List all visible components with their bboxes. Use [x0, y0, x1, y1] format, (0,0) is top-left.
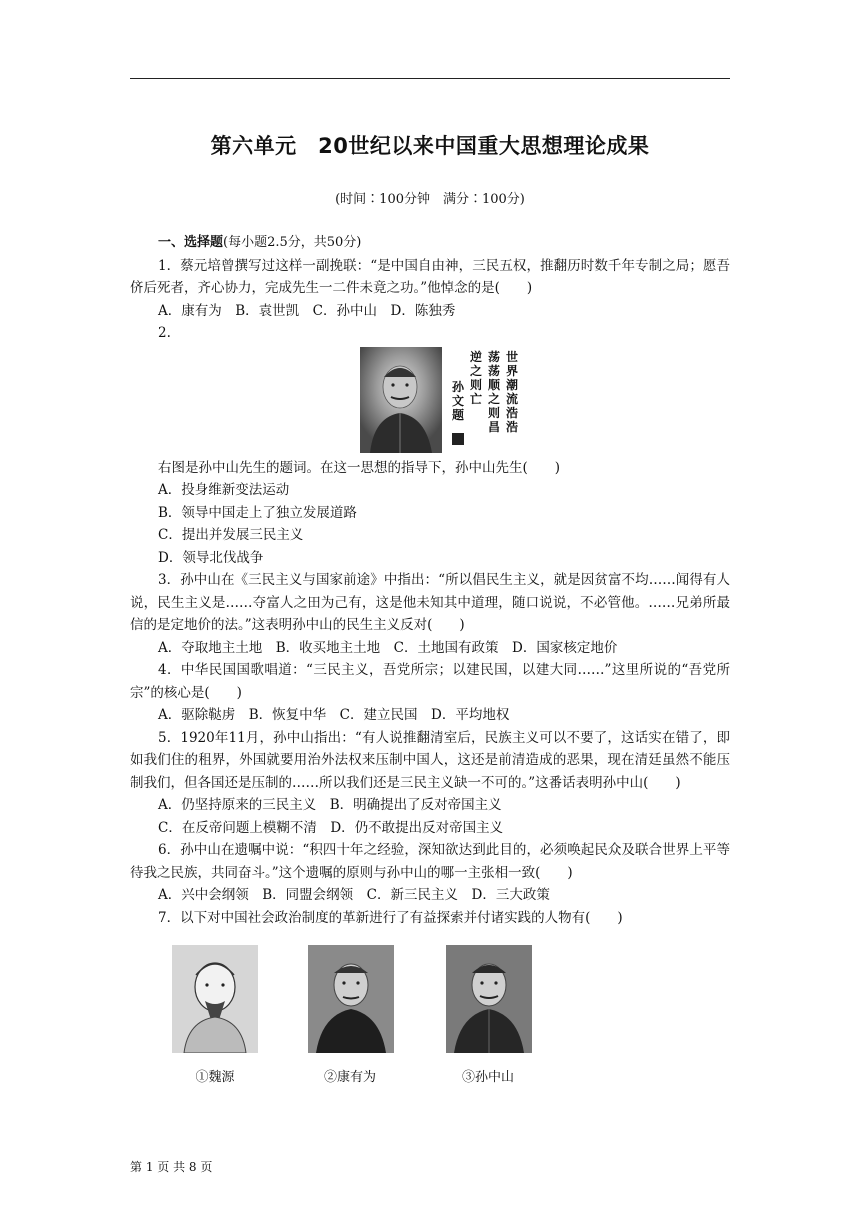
exam-info: (时间∶100分钟 满分∶100分) — [335, 192, 525, 207]
q2-option-a: A．投身维新变法运动 — [158, 482, 290, 498]
q2-option-c: C．提出并发展三民主义 — [158, 527, 304, 543]
q5-options-row2: C．在反帝问题上模糊不清 D．仍不敢提出反对帝国主义 — [158, 819, 504, 836]
page-footer: 第 1 页 共 8 页 — [130, 1160, 213, 1174]
q1-options: A．康有为 B．袁世凯 C．孙中山 D．陈独秀 — [158, 302, 456, 319]
q6-stem: 6．孙中山在遗嘱中说：“积四十年之经验，深知欲达到此目的，必须唤起民众及联合世界上平等待我之民族，共同奋斗。”这个遗嘱的原则与孙中山的哪一主张相一致( ) — [130, 842, 730, 881]
calligraphy-col-1: 世界潮流浩浩 — [506, 349, 519, 434]
question-body — [130, 232, 730, 1084]
section-note: (每小题2.5分，共50分) — [223, 235, 362, 250]
q2-stem: 右图是孙中山先生的题词。在这一思想的指导下，孙中山先生( ) — [158, 459, 561, 476]
q5-options-row1: A．仍坚持原来的三民主义 B．明确提出了反对帝国主义 — [158, 797, 502, 813]
section-heading — [130, 232, 730, 255]
page-title: 第六单元 20世纪以来中国重大思想理论成果 — [210, 134, 650, 158]
caption-sun-yatsen: ③孙中山 — [461, 1070, 514, 1085]
q3-stem: 3．孙中山在《三民主义与国家前途》中指出：“所以倡民生主义，就是因贫富不均……闻得有人说，民生主义是……夺富人之田为己有，这是他未知其中道理，随口说说，不必管他。……兄弟所最信的是定地价的法。”这表明孙中山的民生主义反对( ) — [130, 572, 730, 633]
portrait-wei-yuan — [172, 945, 258, 1053]
q4-options: A．驱除鞑虏 B．恢复中华 C．建立民国 D．平均地权 — [158, 707, 510, 723]
q2-figure-row — [130, 345, 730, 457]
caption-kang-youwei: ②康有为 — [323, 1070, 376, 1085]
sun-yatsen-calligraphy-figure — [360, 347, 530, 453]
q7-stem: 7．以下对中国社会政治制度的革新进行了有益探索并付诸实践的人物有( ) — [158, 909, 623, 926]
q2-option-d: D．领导北伐战争 — [158, 549, 264, 566]
section-label: 一、选择题 — [158, 235, 224, 250]
calligraphy-col-2: 荡荡顺之则昌 — [488, 349, 501, 434]
q2-number: 2. — [158, 325, 171, 341]
q2-option-b: B．领导中国走上了独立发展道路 — [158, 504, 357, 521]
q3-options: A．夺取地主土地 B．收买地主土地 C．土地国有政策 D．国家核定地价 — [158, 639, 618, 656]
q5-stem: 5．1920年11月，孙中山指出：“有人说推翻清室后，民族主义可以不要了，这话实在错了，即如我们住的租界，外国就要用治外法权来压制中国人，这还是前清造成的恶果，现在清廷虽然不能压制我们，但各国还是压制的……所以我们还是三民主义缺一不可的。”这番话表明孙中山( ) — [130, 729, 730, 791]
header-rule — [130, 78, 730, 79]
q6-options: A．兴中会纲领 B．同盟会纲领 C．新三民主义 D．三大政策 — [158, 887, 550, 903]
q7-portraits — [130, 929, 730, 1084]
seal-stamp — [452, 433, 464, 445]
portrait-sun-yatsen — [446, 945, 532, 1053]
calligraphy-signature: 孙文题 — [452, 379, 465, 422]
q4-stem: 4．中华民国国歌唱道：“三民主义，吾党所宗；以建民国，以建大同……”这里所说的“吾党所宗”的核心是( ) — [130, 662, 730, 701]
calligraphy-col-3: 逆之则亡 — [470, 349, 483, 406]
caption-wei-yuan: ①魏源 — [195, 1070, 235, 1085]
q1-stem: 1．蔡元培曾撰写过这样一副挽联：“是中国自由神，三民五权，推翻历时数千年专制之局；愿吾侪后死者，齐心协力，完成先生一二件未竟之功。”他悼念的是( ) — [130, 257, 730, 296]
portrait-kang-youwei — [308, 945, 394, 1053]
